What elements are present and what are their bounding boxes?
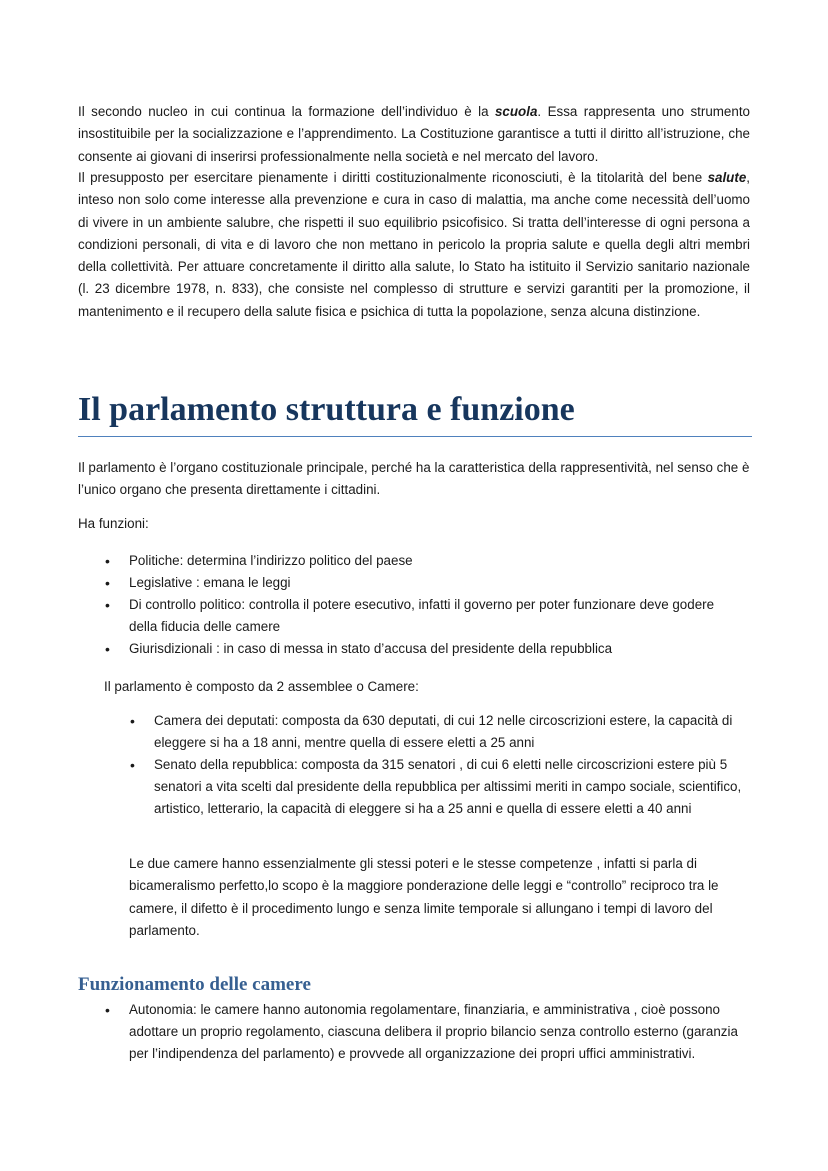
list-item xyxy=(105,594,729,638)
intro-paragraph-school xyxy=(78,101,750,168)
list-item-text: Di controllo politico: controlla il potere esecutivo, infatti il governo per poter funzionare deve godere della fiducia delle camere xyxy=(129,597,715,634)
bicameral-paragraph: Le due camere hanno essenzialmente gli stessi poteri e le stesse competenze , infatti si parla di bicameralismo perfetto,lo scopo è la maggiore ponderazione delle leggi e “controllo” reciproco tra le camere, il difetto è il procedimento lungo e senza limite temporale si allungano i tempi di lavoro del parlamento. xyxy=(129,856,719,938)
list-item xyxy=(105,550,729,572)
functioning-list xyxy=(105,999,749,1065)
functions-label: Ha funzioni: xyxy=(78,516,149,531)
list-item-text: Giurisdizionali : in caso di messa in stato d’accusa del presidente della repubblica xyxy=(129,641,613,656)
emphasis-scuola: scuola xyxy=(494,104,538,119)
list-item xyxy=(130,754,750,820)
list-item-text: Camera dei deputati: composta da 630 deputati, di cui 12 nelle circoscrizioni estere, la capacità di eleggere si ha a 18 anni, mentre quella di essere eletti a 25 anni xyxy=(154,713,733,750)
list-item-text: Autonomia: le camere hanno autonomia regolamentare, finanziaria, e amministrativa , cioè possono adottare un proprio regolamento, ciascuna delibera il proprio bilancio senza controllo esterno (garanzia per l’indipendenza del parlamento) e provvede all organizzazione dei propri uffici amministrativi. xyxy=(129,1002,738,1061)
functions-list xyxy=(105,550,729,660)
intro-text: Il secondo nucleo in cui continua la formazione dell’individuo è la xyxy=(78,104,495,119)
list-item-text: Legislative : emana le leggi xyxy=(129,575,291,590)
intro-text: Il presupposto per esercitare pienamente i diritti costituzionalmente riconosciuti, è la titolarità del bene xyxy=(78,170,708,185)
list-item-text: Politiche: determina l’indirizzo politico del paese xyxy=(129,553,413,568)
section-title-parlamento: Il parlamento struttura e funzione xyxy=(78,386,752,437)
list-item-text: Senato della repubblica: composta da 315 senatori , di cui 6 eletti nelle circoscrizioni estere più 5 senatori a vita scelti dal presidente della repubblica per altissimi meriti in campo sociale, scientifico, artistico, letterario, la capacità di eleggere si ha a 25 anni e quella di essere eletti a 40 anni xyxy=(154,757,742,816)
bullet-icon: • xyxy=(105,575,110,591)
bullet-icon: • xyxy=(130,713,135,729)
intro-text: , inteso non solo come interesse alla prevenzione e cura in caso di malattia, ma anche come necessità dell’uomo di vivere in un ambiente salubre, che rispetti il suo equilibrio psicofisico. Si tratta dell’interesse di ogni persona a condizioni personali, di vita e di lavoro che non mettano in pericolo la propria salute e quella degli altri membri della collettività. Per attuare concretamente il diritto alla salute, lo Stato ha istituito il Servizio sanitario nazionale (l. 23 dicembre 1978, n. 833), che consiste nel complesso di strutture e servizi garantiti per la promozione, il mantenimento e il recupero della salute fisica e psichica di tutta la popolazione, senza alcuna distinzione. xyxy=(78,170,750,319)
parlamento-intro: Il parlamento è l’organo costituzionale principale, perché ha la caratteristica della rappresentività, nel senso che è l’unico organo che presenta direttamente i cittadini. xyxy=(78,460,750,498)
section-subtitle-funzionamento: Funzionamento delle camere xyxy=(78,974,311,995)
list-item xyxy=(105,572,729,594)
intro-paragraph-health xyxy=(78,167,750,323)
bullet-icon: • xyxy=(130,757,135,773)
list-item xyxy=(105,638,729,660)
bullet-icon: • xyxy=(105,597,110,613)
intro-text: . Essa rappresenta uno strumento insostituibile per la socializzazione e l’apprendimento. La Costituzione garantisce a tutti il diritto all’istruzione, che consente ai giovani di inserirsi professionalmente nella società e nel mercato del lavoro. xyxy=(78,104,750,164)
composition-label: Il parlamento è composto da 2 assemblee o Camere: xyxy=(104,679,419,694)
bullet-icon: • xyxy=(105,553,110,569)
bullet-icon: • xyxy=(105,1002,110,1018)
bullet-icon: • xyxy=(105,641,110,657)
list-item xyxy=(105,999,749,1065)
emphasis-salute: salute xyxy=(707,170,747,185)
chambers-list xyxy=(130,710,750,820)
list-item xyxy=(130,710,750,754)
